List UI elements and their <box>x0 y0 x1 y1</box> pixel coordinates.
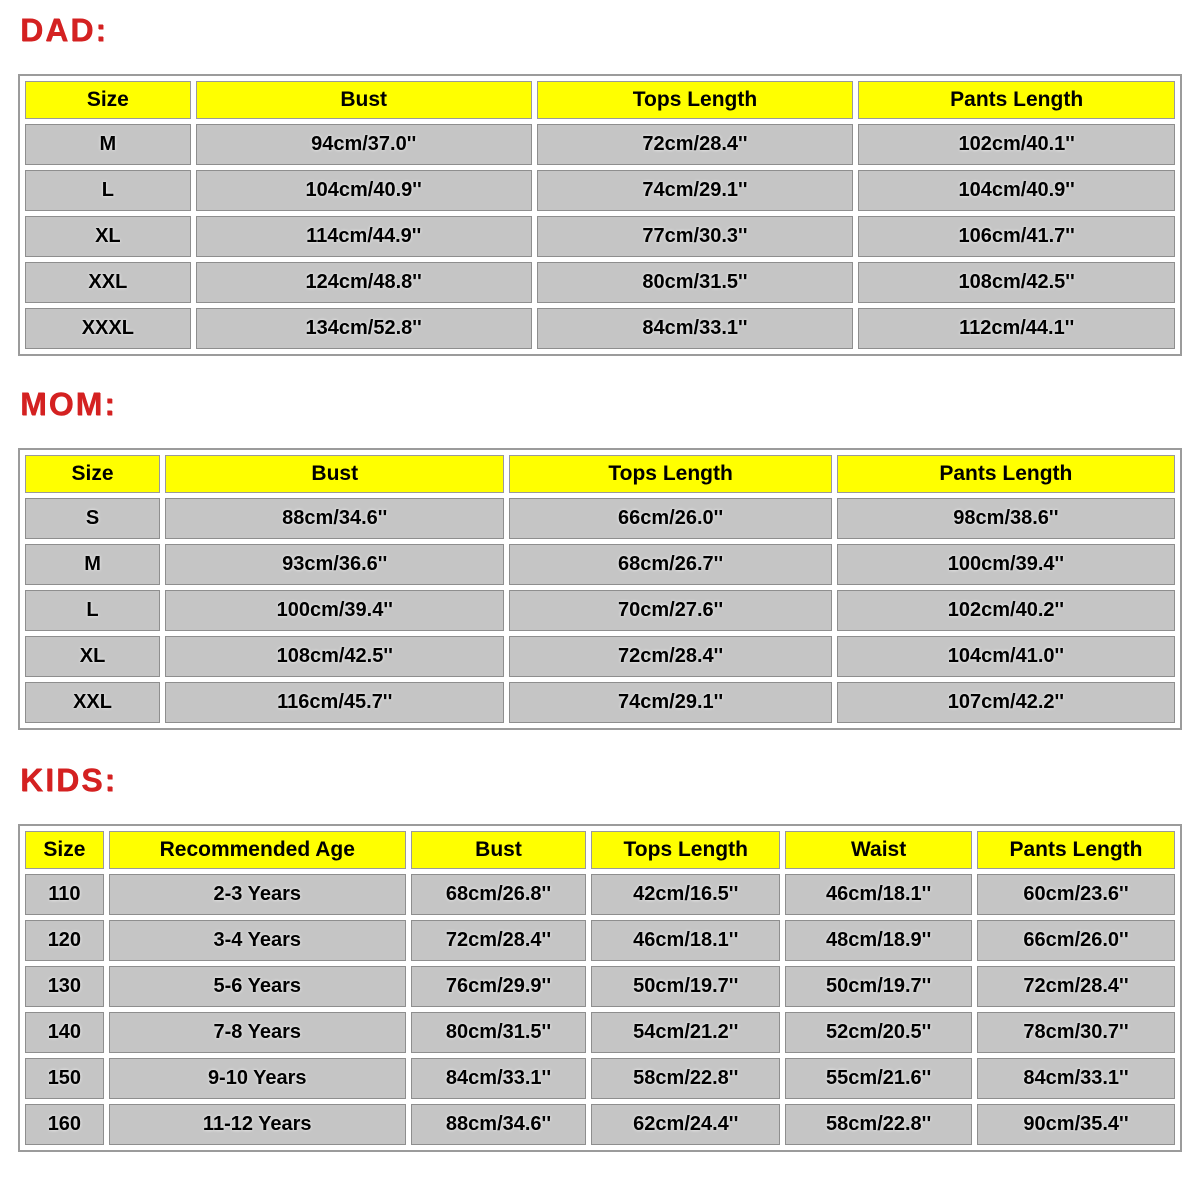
table-cell: 77cm/30.3'' <box>537 216 854 257</box>
table-cell: 160 <box>25 1104 104 1145</box>
table-row <box>25 682 1175 723</box>
table-cell: 58cm/22.8'' <box>785 1104 972 1145</box>
table-cell: 72cm/28.4'' <box>509 636 831 677</box>
table-cell: 54cm/21.2'' <box>591 1012 780 1053</box>
table-row <box>25 590 1175 631</box>
section-kids <box>18 762 1182 1152</box>
column-header: Waist <box>785 831 972 869</box>
column-header: Size <box>25 455 160 493</box>
table-row <box>25 308 1175 349</box>
table-cell: 5-6 Years <box>109 966 406 1007</box>
table-row <box>25 874 1175 915</box>
column-header: Tops Length <box>509 455 831 493</box>
table-cell: 102cm/40.1'' <box>858 124 1175 165</box>
table-cell: 100cm/39.4'' <box>165 590 504 631</box>
table-cell: 3-4 Years <box>109 920 406 961</box>
table-cell: 94cm/37.0'' <box>196 124 532 165</box>
table-cell: 102cm/40.2'' <box>837 590 1175 631</box>
column-header: Recommended Age <box>109 831 406 869</box>
table-cell: 46cm/18.1'' <box>785 874 972 915</box>
table-cell: 84cm/33.1'' <box>537 308 854 349</box>
header-row <box>25 81 1175 119</box>
column-header: Bust <box>411 831 587 869</box>
table-cell: 70cm/27.6'' <box>509 590 831 631</box>
table-row <box>25 216 1175 257</box>
table-cell: 74cm/29.1'' <box>509 682 831 723</box>
table-cell: 93cm/36.6'' <box>165 544 504 585</box>
table-cell: 98cm/38.6'' <box>837 498 1175 539</box>
table-row <box>25 498 1175 539</box>
table-cell: 60cm/23.6'' <box>977 874 1175 915</box>
table-cell: XXL <box>25 262 191 303</box>
table-cell: 66cm/26.0'' <box>977 920 1175 961</box>
table-cell: 11-12 Years <box>109 1104 406 1145</box>
table-cell: 42cm/16.5'' <box>591 874 780 915</box>
table-cell: 80cm/31.5'' <box>537 262 854 303</box>
table-cell: 104cm/41.0'' <box>837 636 1175 677</box>
table-cell: 140 <box>25 1012 104 1053</box>
table-row <box>25 544 1175 585</box>
table-row <box>25 1104 1175 1145</box>
table-cell: 46cm/18.1'' <box>591 920 780 961</box>
table-cell: 124cm/48.8'' <box>196 262 532 303</box>
table-row <box>25 1058 1175 1099</box>
column-header: Pants Length <box>858 81 1175 119</box>
table-cell: 88cm/34.6'' <box>165 498 504 539</box>
table-row <box>25 636 1175 677</box>
section-title-dad: DAD: <box>20 12 108 48</box>
column-header: Tops Length <box>537 81 854 119</box>
table-cell: 74cm/29.1'' <box>537 170 854 211</box>
table-cell: 110 <box>25 874 104 915</box>
table-cell: 68cm/26.8'' <box>411 874 587 915</box>
table-cell: M <box>25 124 191 165</box>
table-cell: M <box>25 544 160 585</box>
table-cell: L <box>25 170 191 211</box>
table-cell: 106cm/41.7'' <box>858 216 1175 257</box>
table-cell: 114cm/44.9'' <box>196 216 532 257</box>
section-title-kids: KIDS: <box>20 762 118 798</box>
column-header: Size <box>25 81 191 119</box>
column-header: Size <box>25 831 104 869</box>
table-cell: 100cm/39.4'' <box>837 544 1175 585</box>
table-cell: 9-10 Years <box>109 1058 406 1099</box>
table-cell: XXXL <box>25 308 191 349</box>
table-cell: 72cm/28.4'' <box>977 966 1175 1007</box>
table-cell: 108cm/42.5'' <box>165 636 504 677</box>
table-cell: 130 <box>25 966 104 1007</box>
table-cell: 120 <box>25 920 104 961</box>
table-cell: 104cm/40.9'' <box>196 170 532 211</box>
table-cell: 48cm/18.9'' <box>785 920 972 961</box>
table-cell: 90cm/35.4'' <box>977 1104 1175 1145</box>
table-cell: 134cm/52.8'' <box>196 308 532 349</box>
table-cell: 84cm/33.1'' <box>977 1058 1175 1099</box>
table-cell: 50cm/19.7'' <box>591 966 780 1007</box>
table-cell: XXL <box>25 682 160 723</box>
table-cell: 88cm/34.6'' <box>411 1104 587 1145</box>
table-cell: S <box>25 498 160 539</box>
table-cell: 116cm/45.7'' <box>165 682 504 723</box>
table-row <box>25 262 1175 303</box>
column-header: Pants Length <box>837 455 1175 493</box>
column-header: Tops Length <box>591 831 780 869</box>
dad-size-table <box>20 76 1180 354</box>
mom-size-table-frame <box>18 448 1182 730</box>
dad-size-table-frame <box>18 74 1182 356</box>
table-cell: 84cm/33.1'' <box>411 1058 587 1099</box>
table-cell: 150 <box>25 1058 104 1099</box>
header-row <box>25 455 1175 493</box>
table-cell: 7-8 Years <box>109 1012 406 1053</box>
table-cell: 52cm/20.5'' <box>785 1012 972 1053</box>
table-row <box>25 966 1175 1007</box>
table-cell: 80cm/31.5'' <box>411 1012 587 1053</box>
table-cell: 58cm/22.8'' <box>591 1058 780 1099</box>
table-cell: 108cm/42.5'' <box>858 262 1175 303</box>
table-cell: 104cm/40.9'' <box>858 170 1175 211</box>
section-dad <box>18 12 1182 356</box>
table-cell: 66cm/26.0'' <box>509 498 831 539</box>
column-header: Bust <box>196 81 532 119</box>
table-cell: 78cm/30.7'' <box>977 1012 1175 1053</box>
column-header: Pants Length <box>977 831 1175 869</box>
section-title-mom: MOM: <box>20 386 117 422</box>
table-cell: 76cm/29.9'' <box>411 966 587 1007</box>
section-mom <box>18 386 1182 730</box>
table-row <box>25 170 1175 211</box>
table-cell: 50cm/19.7'' <box>785 966 972 1007</box>
table-cell: 112cm/44.1'' <box>858 308 1175 349</box>
table-row <box>25 920 1175 961</box>
table-cell: 72cm/28.4'' <box>411 920 587 961</box>
table-row <box>25 124 1175 165</box>
header-row <box>25 831 1175 869</box>
table-cell: XL <box>25 216 191 257</box>
table-cell: 2-3 Years <box>109 874 406 915</box>
mom-size-table <box>20 450 1180 728</box>
table-cell: XL <box>25 636 160 677</box>
table-cell: 62cm/24.4'' <box>591 1104 780 1145</box>
kids-size-table-frame <box>18 824 1182 1152</box>
column-header: Bust <box>165 455 504 493</box>
table-cell: 55cm/21.6'' <box>785 1058 972 1099</box>
kids-size-table <box>20 826 1180 1150</box>
table-cell: 72cm/28.4'' <box>537 124 854 165</box>
table-cell: L <box>25 590 160 631</box>
table-cell: 68cm/26.7'' <box>509 544 831 585</box>
table-cell: 107cm/42.2'' <box>837 682 1175 723</box>
table-row <box>25 1012 1175 1053</box>
